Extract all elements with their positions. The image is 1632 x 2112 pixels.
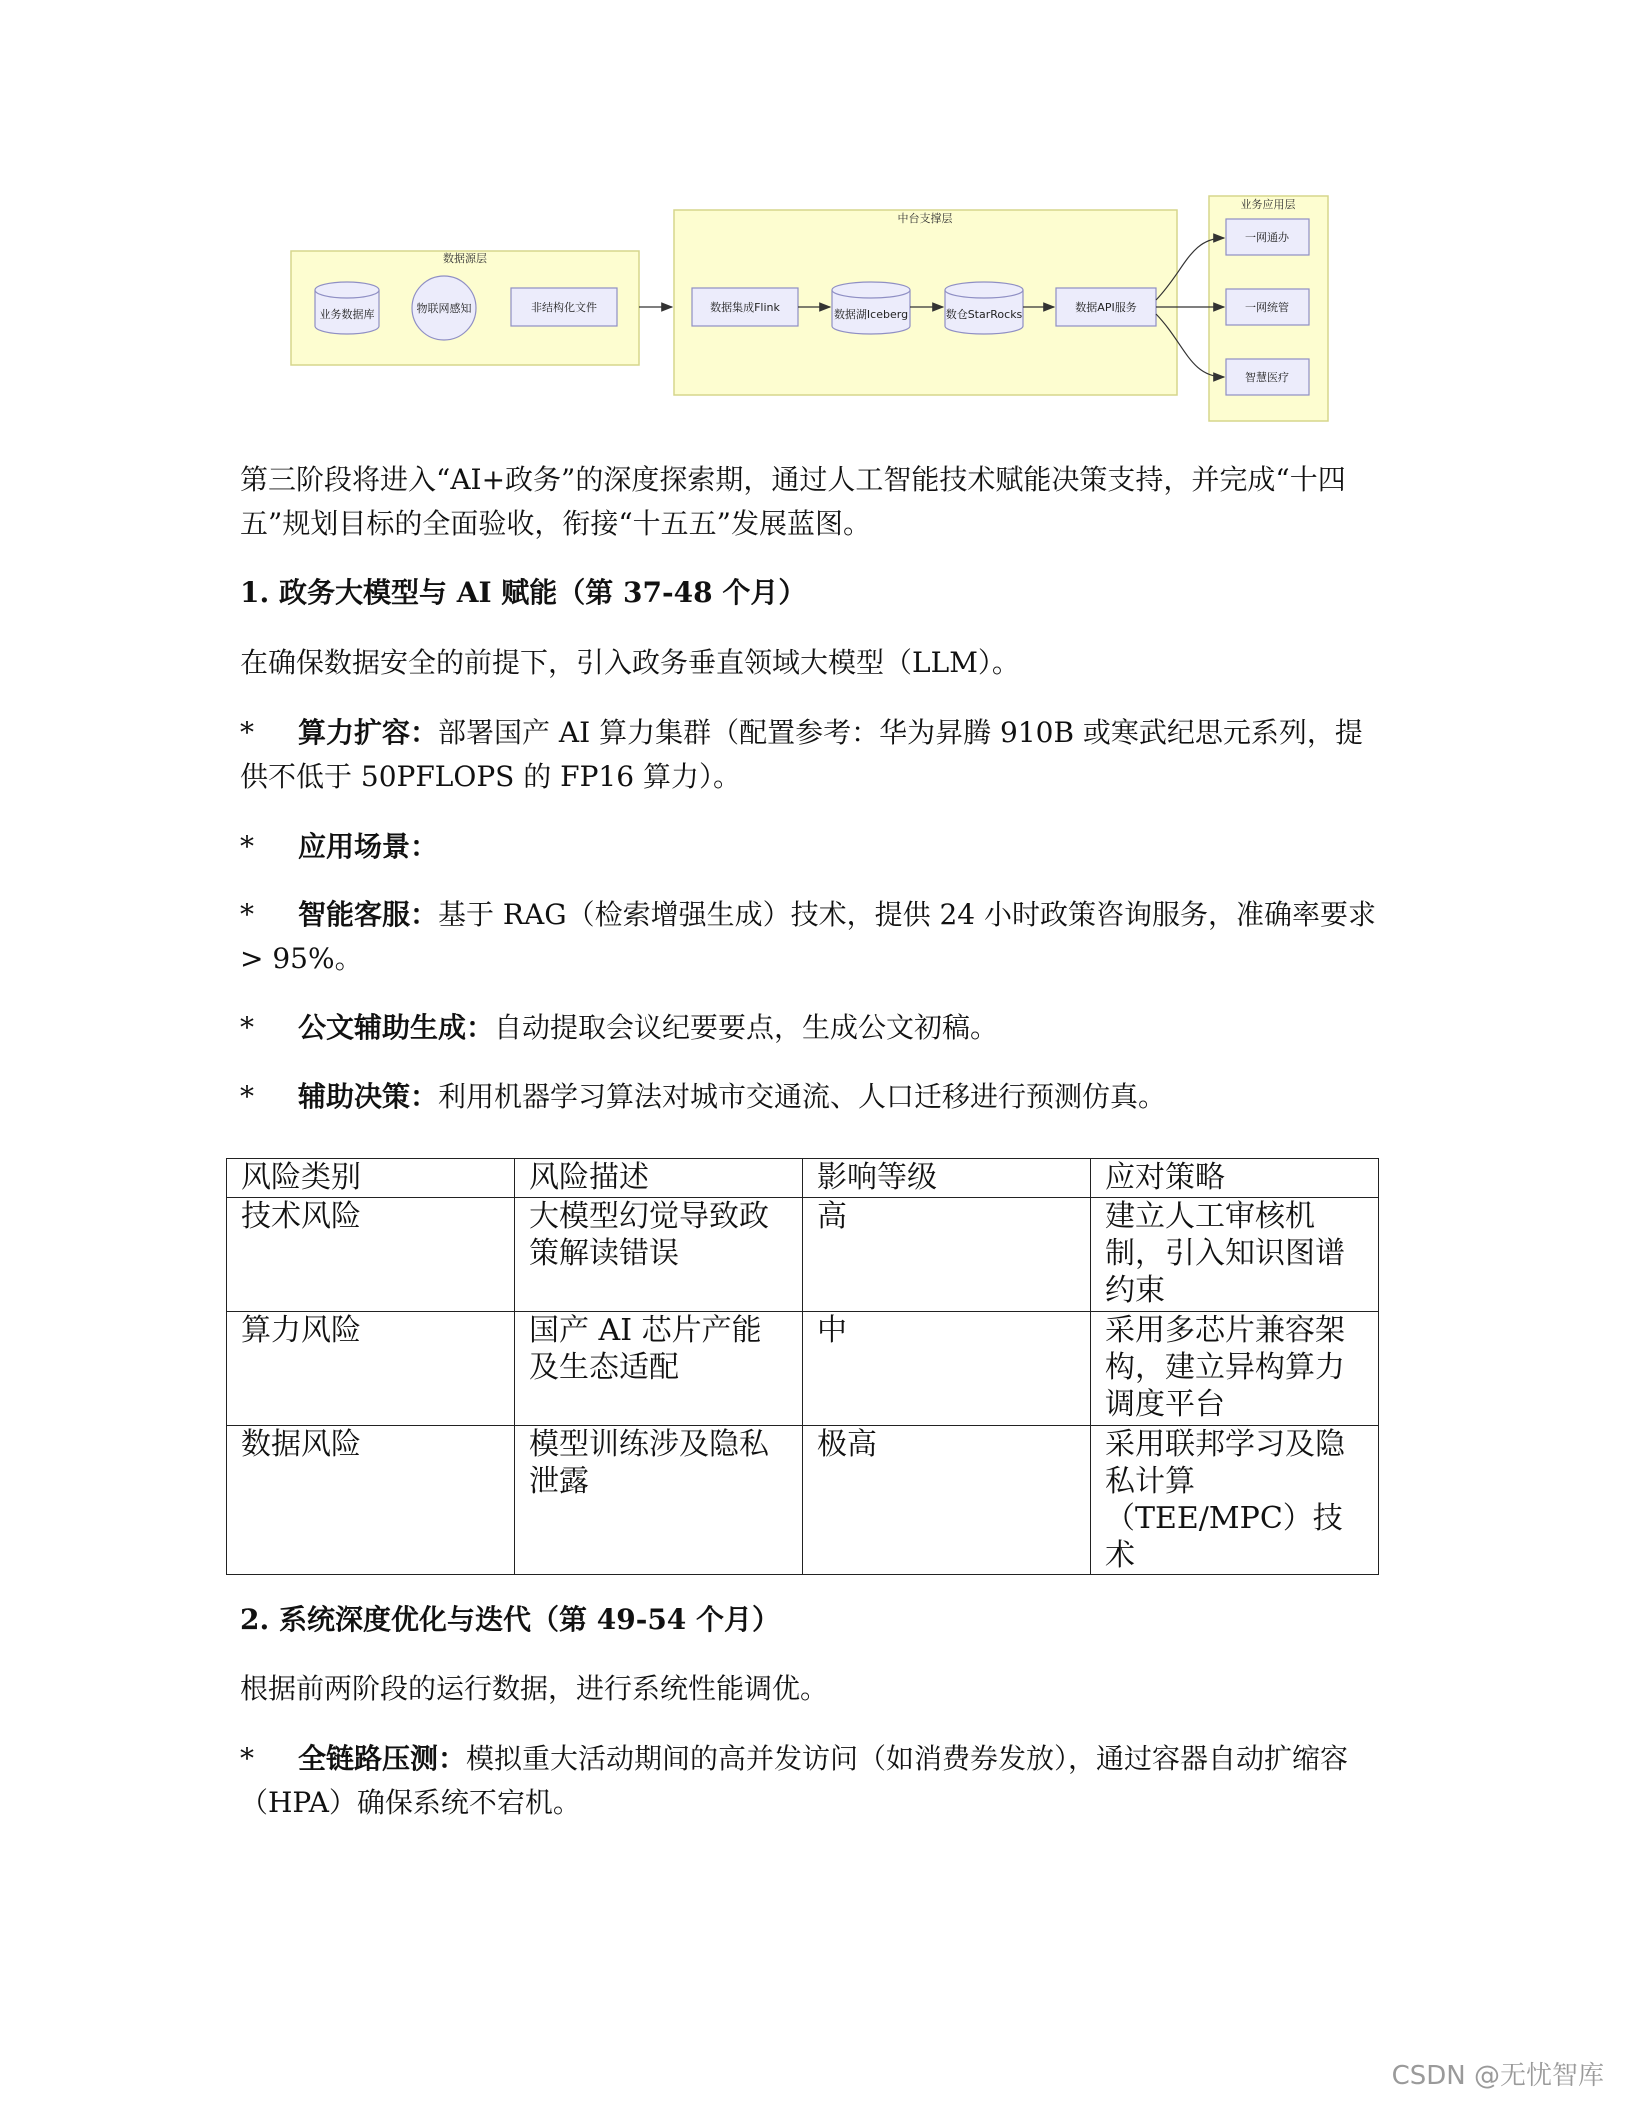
- node-data-api: [1056, 288, 1156, 326]
- table-header-row: [227, 1159, 1379, 1198]
- table-cell: 高: [803, 1198, 1091, 1312]
- bullet-label: 应用场景：: [298, 830, 439, 863]
- bullet-label: 智能客服：: [298, 898, 439, 931]
- section1-heading: 1. 政务大模型与 AI 赋能（第 37-48 个月）: [240, 576, 807, 609]
- svg-text:数据集成Flink: 数据集成Flink: [710, 301, 780, 314]
- table-cell: 算力风险: [227, 1312, 515, 1426]
- table-cell: 技术风险: [227, 1198, 515, 1312]
- bullet-full-link-stress-test: [240, 1737, 1390, 1825]
- section2-lead: 根据前两阶段的运行数据，进行系统性能调优。: [240, 1672, 829, 1705]
- source-layer-title: 数据源层: [443, 252, 487, 265]
- table-cell: 模型训练涉及隐私泄露: [515, 1426, 803, 1575]
- table-cell: 国产 AI 芯片产能及生态适配: [515, 1312, 803, 1426]
- bullet-text: 基于 RAG（检索增强生成）技术，提供 24 小时政策咨询服务，准确率要求 > 95%。: [240, 898, 1377, 975]
- section2-heading: 2. 系统深度优化与迭代（第 49-54 个月）: [240, 1603, 781, 1636]
- watermark: CSDN @无忧智库: [1391, 2061, 1604, 2091]
- node-starrocks: [945, 282, 1023, 334]
- bullet-text: 利用机器学习算法对城市交通流、人口迁移进行预测仿真。: [438, 1080, 1167, 1113]
- table-cell: 采用多芯片兼容架构，建立异构算力调度平台: [1091, 1312, 1379, 1426]
- svg-text:一网通办: 一网通办: [1245, 231, 1289, 244]
- bullet-compute-expansion: [240, 711, 1390, 799]
- bullet-mark: *: [240, 898, 254, 931]
- column-header: 风险描述: [515, 1159, 803, 1198]
- bullet-mark: *: [240, 1080, 254, 1113]
- bullet-mark: *: [240, 830, 254, 863]
- node-one-stop-service: [1226, 219, 1309, 255]
- section1-lead: 在确保数据安全的前提下，引入政务垂直领域大模型（LLM）。: [240, 646, 1020, 679]
- table-cell: 中: [803, 1312, 1091, 1426]
- architecture-diagram: [0, 0, 1632, 440]
- bullet-label: 辅助决策：: [298, 1080, 439, 1113]
- table-row: [227, 1312, 1379, 1426]
- svg-text:智慧医疗: 智慧医疗: [1245, 371, 1289, 384]
- bullet-mark: *: [240, 716, 254, 749]
- node-smart-healthcare: [1226, 359, 1309, 395]
- table-cell: 采用联邦学习及隐私计算（TEE/MPC）技术: [1091, 1426, 1379, 1575]
- table-cell: 数据风险: [227, 1426, 515, 1575]
- svg-text:物联网感知: 物联网感知: [416, 302, 472, 315]
- node-flink: [692, 288, 798, 326]
- svg-text:数仓StarRocks: 数仓StarRocks: [945, 308, 1023, 321]
- bullet-smart-customer-service: [240, 893, 1390, 981]
- bullet-label: 全链路压测：: [298, 1742, 467, 1775]
- bullet-text: 自动提取会议纪要要点，生成公文初稿。: [494, 1011, 999, 1044]
- node-unified-management: [1226, 289, 1309, 325]
- bullet-mark: *: [240, 1742, 254, 1775]
- node-iceberg: [832, 282, 910, 334]
- bullet-decision-support: [240, 1075, 1390, 1119]
- app-layer-title: 业务应用层: [1240, 198, 1296, 211]
- bullet-mark: *: [240, 1011, 254, 1044]
- bullet-label: 算力扩容：: [298, 716, 439, 749]
- svg-text:业务数据库: 业务数据库: [319, 308, 375, 321]
- table-cell: 建立人工审核机制，引入知识图谱约束: [1091, 1198, 1379, 1312]
- svg-text:非结构化文件: 非结构化文件: [531, 301, 597, 314]
- table-cell: 大模型幻觉导致政策解读错误: [515, 1198, 803, 1312]
- table-row: [227, 1426, 1379, 1575]
- middle-layer-title: 中台支撑层: [897, 212, 953, 225]
- svg-text:一网统管: 一网统管: [1245, 301, 1289, 314]
- bullet-label: 公文辅助生成：: [298, 1011, 495, 1044]
- bullet-application-scenarios: [240, 825, 1390, 869]
- node-iot-sensing: [412, 276, 476, 340]
- node-unstructured-files: [511, 288, 617, 326]
- table-cell: 极高: [803, 1426, 1091, 1575]
- svg-text:数据湖Iceberg: 数据湖Iceberg: [833, 308, 909, 321]
- column-header: 风险类别: [227, 1159, 515, 1198]
- column-header: 应对策略: [1091, 1159, 1379, 1198]
- svg-text:数据API服务: 数据API服务: [1075, 301, 1137, 314]
- bullet-text: 部署国产 AI 算力集群（配置参考：华为昇腾 910B 或寒武纪思元系列，提供不低于 50PFLOPS 的 FP16 算力）。: [240, 716, 1363, 793]
- column-header: 影响等级: [803, 1159, 1091, 1198]
- intro-paragraph: 第三阶段将进入“AI+政务”的深度探索期，通过人工智能技术赋能决策支持，并完成“十四五”规划目标的全面验收，衔接“十五五”发展蓝图。: [240, 463, 1346, 540]
- node-business-db: [315, 282, 379, 334]
- table-row: [227, 1198, 1379, 1312]
- bullet-document-generation: [240, 1006, 1390, 1050]
- risk-table: [226, 1158, 1379, 1575]
- bullet-text: 模拟重大活动期间的高并发访问（如消费券发放），通过容器自动扩缩容（HPA）确保系统不宕机。: [240, 1742, 1349, 1819]
